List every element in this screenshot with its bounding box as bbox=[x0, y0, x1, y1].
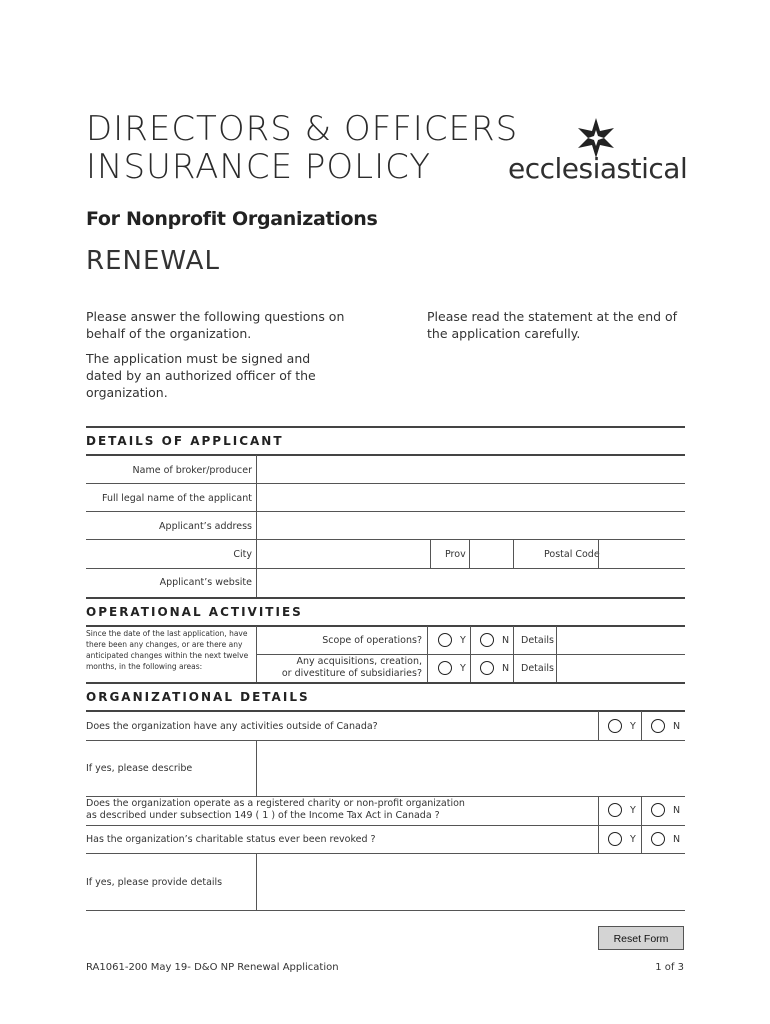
row-divider bbox=[256, 654, 685, 655]
acquisitions-no-radio[interactable] bbox=[480, 661, 494, 675]
logo-text: ecclesiastical bbox=[508, 152, 688, 185]
row-divider bbox=[86, 740, 685, 741]
section-divider bbox=[86, 454, 685, 456]
operational-intro-line: Since the date of the last application, have bbox=[86, 629, 248, 638]
column-divider bbox=[598, 540, 599, 568]
prov-label: Prov bbox=[445, 549, 466, 560]
column-divider bbox=[256, 455, 257, 597]
outside-canada-no-radio[interactable] bbox=[651, 719, 665, 733]
provide-details-label: If yes, please provide details bbox=[86, 877, 223, 888]
column-divider bbox=[256, 741, 257, 796]
outside-canada-yes-radio[interactable] bbox=[608, 719, 622, 733]
yes-label: Y bbox=[630, 805, 636, 816]
details-label: Details bbox=[521, 663, 554, 674]
section-heading-organizational: ORGANIZATIONAL DETAILS bbox=[86, 690, 310, 704]
city-label: City bbox=[233, 549, 252, 560]
operational-intro bbox=[86, 628, 248, 672]
operational-intro-line: there been any changes, or are there any bbox=[86, 640, 243, 649]
scope-yes-radio[interactable] bbox=[438, 633, 452, 647]
acquisitions-yes-radio[interactable] bbox=[438, 661, 452, 675]
column-divider bbox=[469, 540, 470, 568]
section-heading-applicant: DETAILS OF APPLICANT bbox=[86, 434, 284, 448]
charity-question-line: Does the organization operate as a registered charity or non-profit organization bbox=[86, 798, 465, 809]
address-label: Applicant’s address bbox=[159, 521, 252, 532]
row-divider bbox=[86, 825, 685, 826]
scope-label: Scope of operations? bbox=[322, 635, 422, 646]
renewal-label: RENEWAL bbox=[86, 246, 220, 276]
operational-intro-line: months, in the following areas: bbox=[86, 662, 203, 671]
column-divider bbox=[598, 711, 599, 740]
no-label: N bbox=[673, 805, 681, 816]
no-label: N bbox=[502, 635, 510, 646]
yes-label: Y bbox=[460, 663, 466, 674]
scope-details-field[interactable] bbox=[558, 628, 688, 654]
postal-code-field[interactable] bbox=[600, 541, 688, 568]
subtitle: For Nonprofit Organizations bbox=[86, 208, 378, 230]
yes-label: Y bbox=[460, 635, 466, 646]
charity-no-radio[interactable] bbox=[651, 803, 665, 817]
charity-question bbox=[86, 798, 465, 822]
acquisitions-details-field[interactable] bbox=[558, 656, 688, 682]
postal-code-label: Postal Code bbox=[544, 549, 600, 560]
legal-name-label: Full legal name of the applicant bbox=[102, 493, 252, 504]
column-divider bbox=[256, 854, 257, 910]
row-divider bbox=[86, 483, 685, 484]
section-heading-operational: OPERATIONAL ACTIVITIES bbox=[86, 605, 303, 619]
website-field[interactable] bbox=[258, 570, 688, 597]
section-divider bbox=[86, 426, 685, 428]
acquisitions-label-line: or divestiture of subsidiaries? bbox=[281, 668, 422, 679]
provide-details-field[interactable] bbox=[258, 855, 688, 912]
intro-left-paragraph-2: The application must be signed and dated by an authorized officer of the organization. bbox=[86, 351, 316, 400]
city-field[interactable] bbox=[258, 541, 432, 568]
acquisitions-label-line: Any acquisitions, creation, bbox=[296, 656, 422, 667]
row-divider bbox=[86, 796, 685, 797]
scope-no-radio[interactable] bbox=[480, 633, 494, 647]
title-line-2: INSURANCE POLICY bbox=[86, 147, 432, 187]
charity-question-line: as described under subsection 149 ( 1 ) of the Income Tax Act in Canada ? bbox=[86, 810, 440, 821]
column-divider bbox=[513, 540, 514, 568]
revoked-yes-radio[interactable] bbox=[608, 832, 622, 846]
broker-label: Name of broker/producer bbox=[132, 465, 252, 476]
row-divider bbox=[86, 539, 685, 540]
revoked-no-radio[interactable] bbox=[651, 832, 665, 846]
section-divider bbox=[86, 682, 685, 684]
section-divider bbox=[86, 625, 685, 627]
yes-label: Y bbox=[630, 834, 636, 845]
row-divider bbox=[86, 568, 685, 569]
describe-field[interactable] bbox=[258, 742, 688, 798]
intro-left-paragraph-1: Please answer the following questions on behalf of the organization. bbox=[86, 309, 345, 341]
intro-right-paragraph: Please read the statement at the end of the application carefully. bbox=[427, 309, 678, 341]
yes-label: Y bbox=[630, 721, 636, 732]
no-label: N bbox=[673, 721, 681, 732]
section-divider bbox=[86, 710, 685, 712]
document-title bbox=[86, 110, 518, 186]
document-code: RA1061-200 May 19- D&O NP Renewal Application bbox=[86, 962, 339, 973]
section-divider bbox=[86, 597, 685, 599]
title-line-1: DIRECTORS & OFFICERS bbox=[86, 109, 519, 149]
column-divider bbox=[641, 711, 642, 740]
revoked-question: Has the organization’s charitable status ever been revoked ? bbox=[86, 834, 376, 845]
column-divider bbox=[430, 540, 431, 568]
no-label: N bbox=[502, 663, 510, 674]
describe-label: If yes, please describe bbox=[86, 763, 193, 774]
row-divider bbox=[86, 511, 685, 512]
row-divider bbox=[86, 853, 685, 854]
no-label: N bbox=[673, 834, 681, 845]
prov-field[interactable] bbox=[471, 541, 515, 568]
website-label: Applicant’s website bbox=[159, 577, 252, 588]
operational-intro-line: anticipated changes within the next twelve bbox=[86, 651, 249, 660]
outside-canada-question: Does the organization have any activities outside of Canada? bbox=[86, 721, 378, 732]
acquisitions-label bbox=[258, 656, 422, 680]
details-label: Details bbox=[521, 635, 554, 646]
legal-name-field[interactable] bbox=[258, 485, 688, 512]
page-number: 1 of 3 bbox=[655, 962, 684, 973]
row-divider bbox=[86, 910, 685, 911]
broker-field[interactable] bbox=[258, 457, 688, 484]
charity-yes-radio[interactable] bbox=[608, 803, 622, 817]
company-logo bbox=[508, 118, 686, 184]
address-field[interactable] bbox=[258, 513, 688, 540]
reset-form-button[interactable]: Reset Form bbox=[598, 926, 684, 950]
